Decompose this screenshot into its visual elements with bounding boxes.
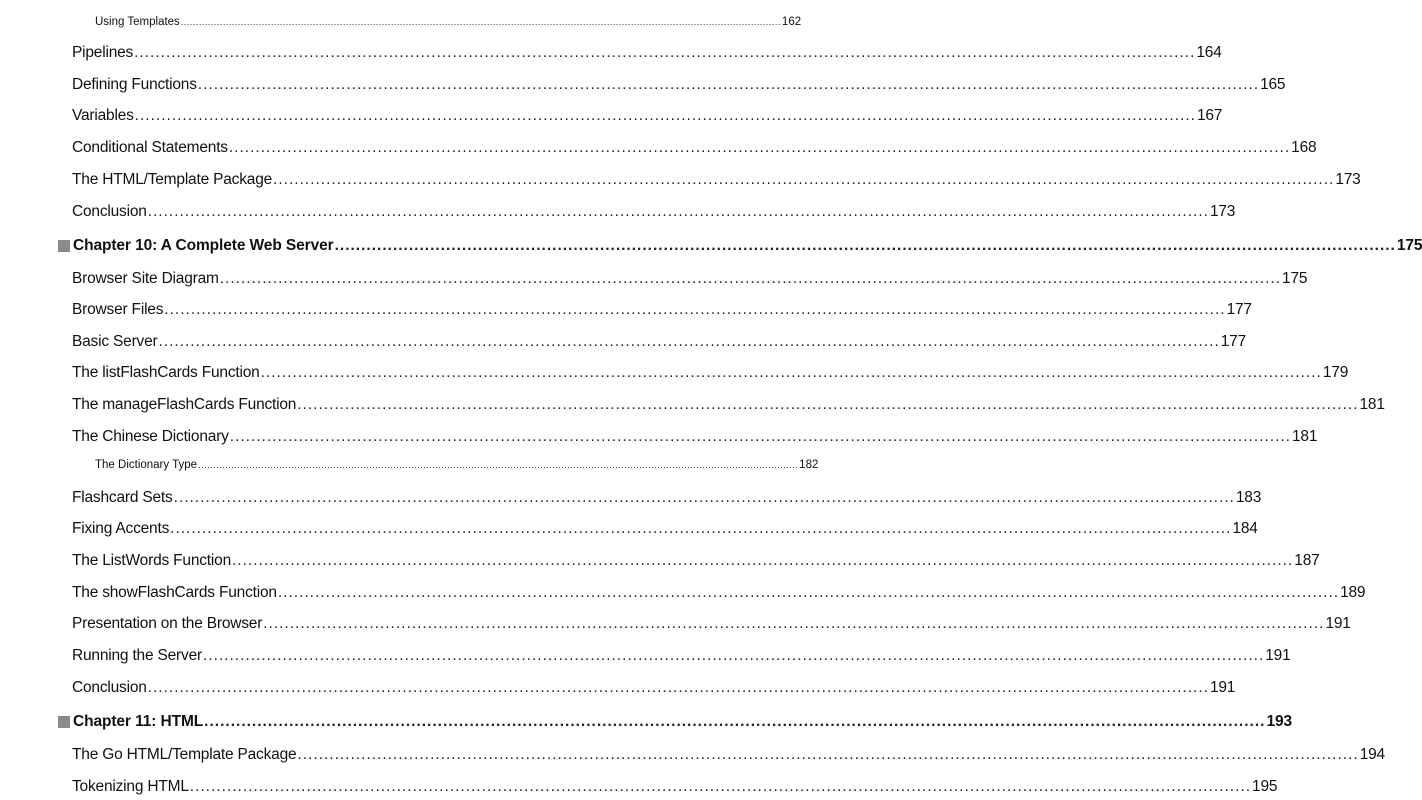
chapter-square-icon — [58, 716, 70, 728]
toc-entry-title: Browser Site Diagram — [72, 270, 219, 287]
toc-entry-page-number: 191 — [1209, 679, 1236, 696]
toc-entry-page-number: 189 — [1340, 584, 1366, 601]
toc-entry-page-number: 168 — [1291, 139, 1317, 156]
toc-entry-title: Presentation on the Browser — [72, 615, 263, 632]
toc-entry-title: Defining Functions — [72, 76, 197, 93]
toc-entry-title: The HTML/Template Package — [72, 171, 273, 188]
toc-entry-page-number: 191 — [1325, 615, 1351, 632]
toc-entry-page-number: 182 — [799, 459, 819, 471]
dot-leader: ........................................................................................................................................................................................................ — [173, 489, 1235, 506]
toc-section-entry — [72, 139, 1317, 157]
toc-entry-page-number: 164 — [1196, 44, 1222, 61]
dot-leader: ........................................................................................................................................................................................................ — [260, 364, 1322, 381]
toc-entry-page-number: 187 — [1294, 552, 1320, 569]
dot-leader: ........................................................................................................................................................................................................ — [297, 396, 1359, 413]
toc-section-entry — [72, 76, 1286, 94]
toc-entry-page-number: 194 — [1359, 746, 1385, 763]
toc-section-entry — [72, 520, 1258, 538]
toc-entry-page-number: 173 — [1335, 171, 1361, 188]
toc-entry-title: The listFlashCards Function — [72, 364, 260, 381]
dot-leader: ........................................................................................................................................................................................................ — [219, 270, 1282, 287]
toc-entry-title: Chapter 10: A Complete Web Server — [73, 237, 334, 254]
dot-leader: ........................................................................................................................................................................................................ — [158, 333, 1220, 350]
dot-leader: ........................................................................................................................................................................................................ — [229, 428, 1291, 445]
toc-chapter-entry — [58, 713, 1293, 731]
toc-entry-page-number: 177 — [1220, 333, 1247, 350]
dot-leader: ........................................................................................................................................................................................................ — [334, 237, 1396, 254]
toc-section-entry — [72, 746, 1385, 764]
dot-leader: ........................................................................................................................................................................................................ — [170, 520, 1232, 537]
dot-leader: ........................................................................................................................................................................................................ — [198, 460, 799, 470]
dot-leader: ........................................................................................................................................................................................................ — [197, 76, 1260, 93]
toc-subsection-entry — [95, 16, 802, 28]
toc-section-entry — [72, 396, 1385, 414]
toc-section-entry — [72, 552, 1320, 570]
toc-entry-title: Flashcard Sets — [72, 489, 173, 506]
dot-leader: ........................................................................................................................................................................................................ — [273, 171, 1335, 188]
dot-leader: ........................................................................................................................................................................................................ — [263, 615, 1325, 632]
toc-section-entry — [72, 615, 1351, 633]
toc-entry-title: Conditional Statements — [72, 139, 228, 156]
dot-leader: ........................................................................................................................................................................................................ — [147, 203, 1209, 220]
toc-entry-title: The showFlashCards Function — [72, 584, 277, 601]
dot-leader: ........................................................................................................................................................................................................ — [202, 647, 1265, 664]
dot-leader: ........................................................................................................................................................................................................ — [189, 778, 1252, 795]
dot-leader: ........................................................................................................................................................................................................ — [297, 746, 1359, 763]
toc-entry-title: Conclusion — [72, 203, 147, 220]
toc-section-entry — [72, 428, 1318, 446]
toc-section-entry — [72, 679, 1236, 697]
clipped-previous-entry — [72, 0, 76, 10]
toc-chapter-entry — [58, 237, 1422, 255]
toc-entry-title: Chapter 11: HTML — [73, 713, 204, 730]
toc-entry-page-number: 162 — [781, 16, 802, 28]
toc-entry-title: Browser Files — [72, 301, 164, 318]
toc-section-entry — [72, 203, 1236, 221]
toc-subsection-entry — [95, 459, 819, 471]
toc-entry-page-number: 183 — [1235, 489, 1262, 506]
toc-entry-page-number: 177 — [1226, 301, 1252, 318]
toc-section-entry — [72, 647, 1291, 665]
toc-section-entry — [72, 171, 1361, 189]
chapter-square-icon — [58, 240, 70, 252]
toc-entry-page-number: 175 — [1396, 237, 1422, 254]
toc-entry-title: Variables — [72, 107, 134, 124]
toc-section-entry — [72, 270, 1308, 288]
toc-section-entry — [72, 301, 1252, 319]
toc-entry-page-number: 195 — [1252, 778, 1278, 795]
toc-section-entry — [72, 489, 1262, 507]
toc-entry-page-number: 175 — [1282, 270, 1308, 287]
toc-section-entry — [72, 107, 1223, 125]
toc-section-entry — [72, 584, 1366, 602]
toc-entry-title: Tokenizing HTML — [72, 778, 189, 795]
toc-section-entry — [72, 44, 1222, 62]
toc-entry-page-number: 181 — [1359, 396, 1385, 413]
toc-entry-page-number: 165 — [1260, 76, 1286, 93]
toc-entry-page-number: 167 — [1196, 107, 1223, 124]
dot-leader: ........................................................................................................................................................................................................ — [232, 552, 1294, 569]
toc-entry-page-number: 179 — [1322, 364, 1349, 381]
toc-entry-title: Pipelines — [72, 44, 134, 61]
toc-entry-page-number: 181 — [1291, 428, 1318, 445]
toc-entry-title: Conclusion — [72, 679, 147, 696]
dot-leader: ........................................................................................................................................................................................................ — [204, 713, 1266, 730]
toc-entry-title: Using Templates — [95, 16, 180, 28]
toc-section-entry — [72, 778, 1278, 796]
toc-entry-title: The Dictionary Type — [95, 459, 198, 471]
dot-leader: ........................................................................................................................................................................................................ — [180, 17, 781, 27]
toc-entry-title: Running the Server — [72, 647, 202, 664]
toc-entry-title: Basic Server — [72, 333, 158, 350]
dot-leader: ........................................................................................................................................................................................................ — [277, 584, 1340, 601]
toc-entry-page-number: 173 — [1209, 203, 1236, 220]
toc-section-entry — [72, 333, 1247, 351]
toc-section-entry — [72, 364, 1349, 382]
toc-entry-page-number: 184 — [1232, 520, 1258, 537]
dot-leader: ........................................................................................................................................................................................................ — [164, 301, 1226, 318]
dot-leader: ........................................................................................................................................................................................................ — [147, 679, 1209, 696]
toc-entry-title: The Go HTML/Template Package — [72, 746, 297, 763]
dot-leader: ........................................................................................................................................................................................................ — [134, 107, 1196, 124]
toc-entry-page-number: 193 — [1266, 713, 1293, 730]
toc-entry-title: The Chinese Dictionary — [72, 428, 229, 445]
toc-entry-title: The ListWords Function — [72, 552, 231, 569]
toc-entry-page-number: 191 — [1265, 647, 1291, 664]
dot-leader: ........................................................................................................................................................................................................ — [228, 139, 1291, 156]
toc-entry-title: Fixing Accents — [72, 520, 170, 537]
dot-leader: ........................................................................................................................................................................................................ — [134, 44, 1196, 61]
toc-entry-title: The manageFlashCards Function — [72, 396, 297, 413]
